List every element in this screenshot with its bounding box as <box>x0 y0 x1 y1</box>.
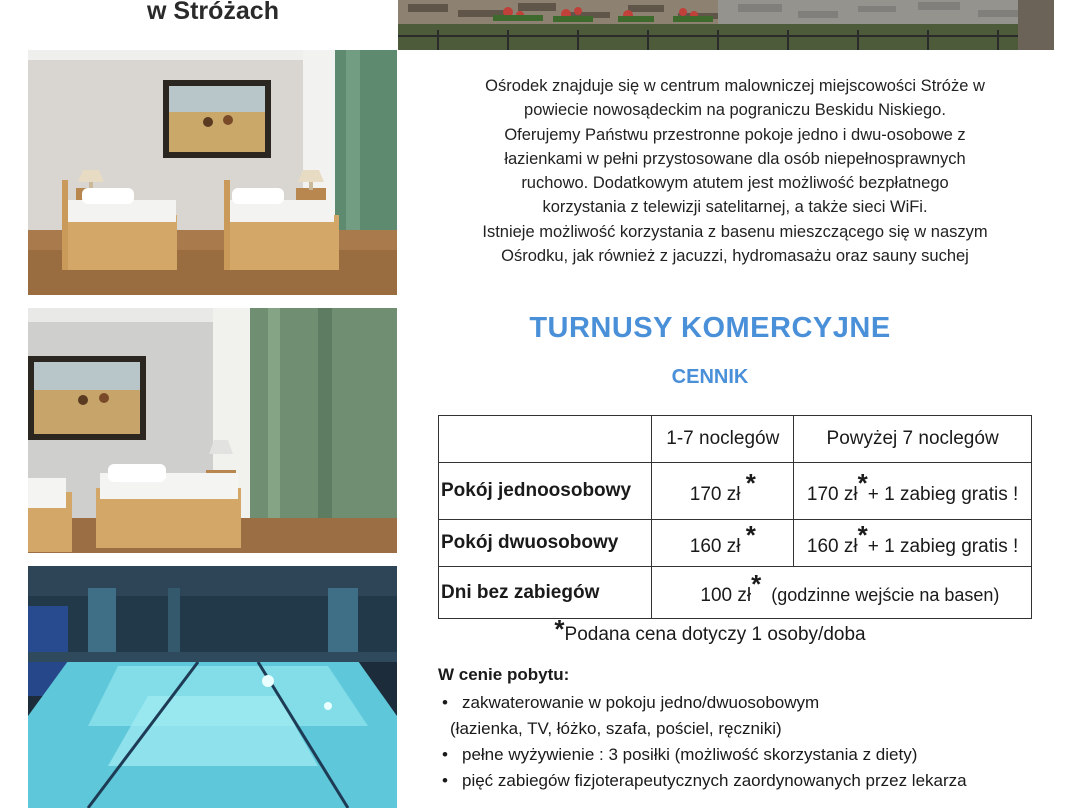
asterisk: * <box>745 519 756 550</box>
footnote <box>438 616 982 647</box>
asterisk: * <box>751 569 762 599</box>
page-title: w Stróżach <box>147 0 279 25</box>
table-row <box>439 520 1032 567</box>
price-value: 170 zł <box>689 483 741 505</box>
bonus-text: + 1 zabieg gratis ! <box>867 535 1019 557</box>
intro-line: Ośrodku, jak również z jacuzzi, hydromasażu oraz sauny suchej <box>501 247 969 266</box>
list-item: • pełne wyżywienie : 3 posiłki (możliwość skorzystania z diety) <box>438 742 1058 768</box>
price-value: 160 zł <box>689 535 741 557</box>
price-cell <box>652 567 1032 619</box>
table-corner-cell <box>439 416 652 463</box>
section-title: TURNUSY KOMERCYJNE <box>529 312 891 344</box>
row-label: Pokój jednoosobowy <box>439 463 652 520</box>
intro-line: łazienkami w pełni przystosowane dla osób niepełnosprawnych <box>504 149 966 168</box>
price-value: 170 zł <box>806 483 858 505</box>
included-title: W cenie pobytu: <box>438 665 570 684</box>
price-value: 100 zł <box>700 585 752 606</box>
list-item: (łazienka, TV, łóżko, szafa, pościel, ręczniki) <box>450 719 782 738</box>
footnote-text: Podana cena dotyczy 1 osoby/doba <box>564 624 866 645</box>
column-header: Powyżej 7 noclegów <box>794 416 1032 463</box>
bonus-text: + 1 zabieg gratis ! <box>867 483 1019 505</box>
building-photo <box>398 0 1054 50</box>
pool-photo <box>28 566 397 808</box>
asterisk: * <box>554 614 565 644</box>
intro-line: korzystania z telewizji satelitarnej, a także sieci WiFi. <box>542 198 928 217</box>
list-item: • zakwaterowanie w pokoju jedno/dwuosobowym <box>438 690 1058 716</box>
price-cell <box>794 463 1032 520</box>
asterisk: * <box>857 519 868 550</box>
price-table <box>438 415 1032 619</box>
row-label: Pokój dwuosobowy <box>439 520 652 567</box>
price-cell <box>652 463 794 520</box>
column-header: 1-7 noclegów <box>652 416 794 463</box>
intro-line: Ośrodek znajduje się w centrum malowniczej miejscowości Stróże w <box>485 77 985 95</box>
section-subtitle: CENNIK <box>671 366 749 388</box>
intro-line: Istnieje możliwość korzystania z basenu mieszczącego się w naszym <box>482 222 988 241</box>
price-value: 160 zł <box>806 535 858 557</box>
intro-line: powiecie nowosądeckim na pograniczu Beskidu Niskiego. <box>524 101 946 120</box>
table-header-row <box>439 416 1032 463</box>
room-photo-1 <box>28 50 397 295</box>
intro-line: ruchowo. Dodatkowym atutem jest możliwość bezpłatnego <box>521 174 949 193</box>
table-row <box>439 463 1032 520</box>
intro-text <box>420 74 1050 268</box>
asterisk: * <box>857 467 868 498</box>
included-list <box>438 690 1058 794</box>
note-text: (godzinne wejście na basen) <box>771 585 1000 605</box>
row-label: Dni bez zabiegów <box>439 567 652 619</box>
intro-line: Oferujemy Państwu przestronne pokoje jedno i dwu-osobowe z <box>504 125 966 144</box>
price-cell <box>794 520 1032 567</box>
price-cell <box>652 520 794 567</box>
room-photo-2 <box>28 308 397 553</box>
asterisk: * <box>745 467 756 498</box>
table-row <box>439 567 1032 619</box>
list-item: • pięć zabiegów fizjoterapeutycznych zaordynowanych przez lekarza <box>438 768 1058 794</box>
